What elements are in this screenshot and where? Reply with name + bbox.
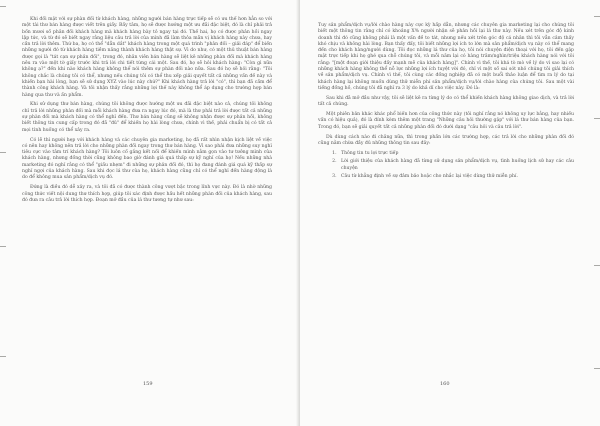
- scan-mark: [594, 16, 600, 17]
- left-page-body: [22, 17, 272, 208]
- left-page-number: 159: [143, 381, 153, 387]
- right-paragraph-1: Tuy sản phẩm/dịch vụ/lời chào hàng này cực kỳ hấp dẫn, nhưng các chuyên gia marketing lại cho chúng tôi biết một thông tin rằng chỉ có khoảng X% người nhận sẽ phản hồi lại lá thư này. Nếu xét trên góc độ kinh doanh thì đó cũng không phải là một vấn đề to tát, nhưng nếu xét trên góc độ cá nhân thì tôi vẫn cảm thấy khó chịu và không hài lòng. Bạn thấy đấy, tôi biết những lợi ích to lớn mà sản phẩm/dịch vụ này có thể mang đến cho khách hàng/người dùng. Tôi đọc những lá thư của họ, tôi nói chuyện điện thoại với họ, tôi đến gặp mặt trực tiếp khi họ ghé qua chỗ chúng tôi, và mỗi năm lại có hàng trăm/nghìn/triệu khách hàng nói với tôi rằng: "[một đoạn giới thiệu đầy mạnh mẽ của khách hàng]". Chính vì thế, tôi khá tò mò về lý do vì sao lại có những khách hàng không thể nỗ lực những lợi ích tuyệt vời đó, chỉ vì một số sai sót nhỏ chúng tôi giải thích về sản phẩm/dịch vụ. Chính vì thế, tôi cùng các đồng nghiệp đã có một buổi thảo luận để tìm ra lý do tại khách hàng lại không muốn dùng thử miễn phí sản phẩm/dịch vụ/lời chào hàng của chúng tôi. Sau một vài tiếng đồng hồ, chúng tôi đã nghĩ ra 3 lý do khả dĩ cho việc này. Đó là:: [318, 23, 574, 91]
- info-list: [338, 151, 574, 181]
- list-item: 2. Lời giới thiệu của khách hàng đã từng sử dụng sản phẩm/dịch vụ, tình huống lịch sử hay các câu chuyện: [338, 159, 574, 172]
- left-paragraph-2: Khi sử dụng thư bán hàng, chúng tôi không được hướng một ưu đãi đặc biệt nào cả, chúng tôi không chỉ trả lời những phàn đối mà mỗi khách hàng đưa ra ngay lúc đó, mà là thư phải trả lời được tất cả những sự phàn đối mà khách hàng có thể nghĩ đến. Thư bán hàng cũng sẽ không nhận được sự phản hồi, không biết thông tin cung cấp trong đó đã "đủ" để khiến họ hài lòng chưa, chính vì thế, phải chuẩn bị có tất cả mọi tình huống có thể xảy ra.: [22, 102, 272, 133]
- scan-mark: [0, 356, 6, 357]
- right-paragraph-3: Một phiên bản khác khác phổ biến hơn của công thức này (tôi nghĩ rằng nó không uy lực bằng, hay nhiều vấn có hiệu quả), đó là đính kèm thêm một trang "Những câu hỏi thường gặp" với lá thư bán hàng của bạn. Trong đó, bạn sẽ giải quyết tất cả những phàn đối đó dưới dạng "câu hỏi và câu trả lời".: [318, 112, 574, 130]
- left-paragraph-4: Đứng là điều đó dễ xảy ra, và tôi đã có được thành công vượt bậc trong lĩnh vực này. Đó là nhờ những công thức viết nội dung thư thích hợp, giúp tôi xác định được hầu hết những phàn đối của khách hàng, sau đó đưa ra câu trả lời thích hợp. Đoạn mở đầu của lá thư tương tự như sau:: [22, 185, 272, 203]
- scan-mark: [0, 6, 6, 7]
- scan-mark: [594, 118, 600, 119]
- right-paragraph-2: Sau khi đã mở đầu như vậy, tôi sẽ liệt kê ra từng lý do có thể khiến khách hàng không giao dịch, và trả lời tất cả chúng.: [318, 95, 574, 108]
- left-paragraph-1: Khi đối mặt với sự phàn đối từ khách hàng, những người bán hàng trực tiếp sẽ có ưu thế hơn hẳn so với một tài thư bán hàng được viết trên giấy. Bấy tâm, họ sẽ được hướng một ưu đãi đặc biệt, đó là chỉ phải trả bốn mươi số phân đối khách hàng mà khách hàng bày tỏ ngay tại đó. Thế hai, họ có được phản hồi ngay lập tức, và từ đó sẽ biết ngay rằng liệu câu trả lời của mình đã làm thỏa mãn vị khách hàng này chưa, hay cần trả lời thêm. Thứ ba, họ có thể "dẫn dắt" khách hàng trong một quá trình "phản đối – giải đáp" để biến những người đó từ khách hàng tiềm năng thành khách hàng thật sự. Vì do như, có một thủ thuật bán hàng được gọi là "tát cạn sự phản đối", trong đó, nhân viên bán hàng sẽ liệt kê những phàn đối mà khách hàng nêu ra vào một tờ giấy trước khi trả lời chi tiết từng cái một. Sau đó, họ sẽ hỏi khách hàng: "Còn gì nữa không ạ?" đến khi nào khách hàng không thể nói thêm sự phàn đối nào nữa. Sau đó họ sẽ hỏi rằng: "Tôi không chắc là chúng tôi có thể, nhưng nếu chúng tôi có thể thu xếp giải quyết tất cả những vấn đề này và khiến bạn hài lòng, bạn sẽ sử dụng XYZ vào lúc này chứ?" Khi khách hàng trả lời "có", thì bạn đã cầm để thành công khách hàng. Và tôi nhận thấy rằng những lợi thế này không thể áp dụng cho trường hợp bán hàng qua thư và ấn phẩm.: [22, 17, 272, 98]
- scan-mark: [0, 152, 6, 153]
- right-paragraph-4: Dù dùng cách nào đi chăng nữa, thì trong phần lớn các trường hợp, các trả lời cho những phàn đối đó cũng nằm chừa đầy đủ những thông tin sau đây:: [318, 134, 574, 146]
- scan-mark: [0, 246, 6, 247]
- list-item: 3. Câu từ khẳng định về sự đảm bảo hoặc cho nhắc lại việc dùng thử miễn phí.: [338, 174, 574, 180]
- left-paragraph-3: Có lẽ thì người hẹp với khách hàng và các chuyên gia marketing, họ đã rất nhìn nhận kịch liệt về việc có nên hay không nên trả lời cho những phàn đối ngay trong thư bán hàng. Vì sao phải đưa những suy nghĩ tiêu cực vào tâm trí khách hàng? Tôi luôn cố gắng kết nối để khiến mình nằm gọn vào tư tưởng mình của khách hàng, nhưng đồng thời cũng không bao giờ đánh giá quá thấp sự kỹ nghĩ của họ! Nếu những nhà marketing đó nghĩ rằng có thể "giấu nhẹm" đi những sự phản đối đó, thì họ đang đánh giá quá kỹ thấp sự nghĩ ngợi của khách hàng. Sau khi đọc lá thư của họ, khách hàng cũng chỉ có thể nghĩ đến hàng động là do để không mua sản phẩm/dịch vụ đó.: [22, 137, 272, 181]
- list-item: 1. Thông tin tu lợi trực tiếp: [338, 151, 574, 157]
- right-page-number: 160: [440, 381, 450, 387]
- right-page-body: [318, 23, 574, 182]
- scan-mark: [594, 368, 600, 369]
- right-page: [300, 0, 600, 426]
- scan-mark: [594, 265, 600, 266]
